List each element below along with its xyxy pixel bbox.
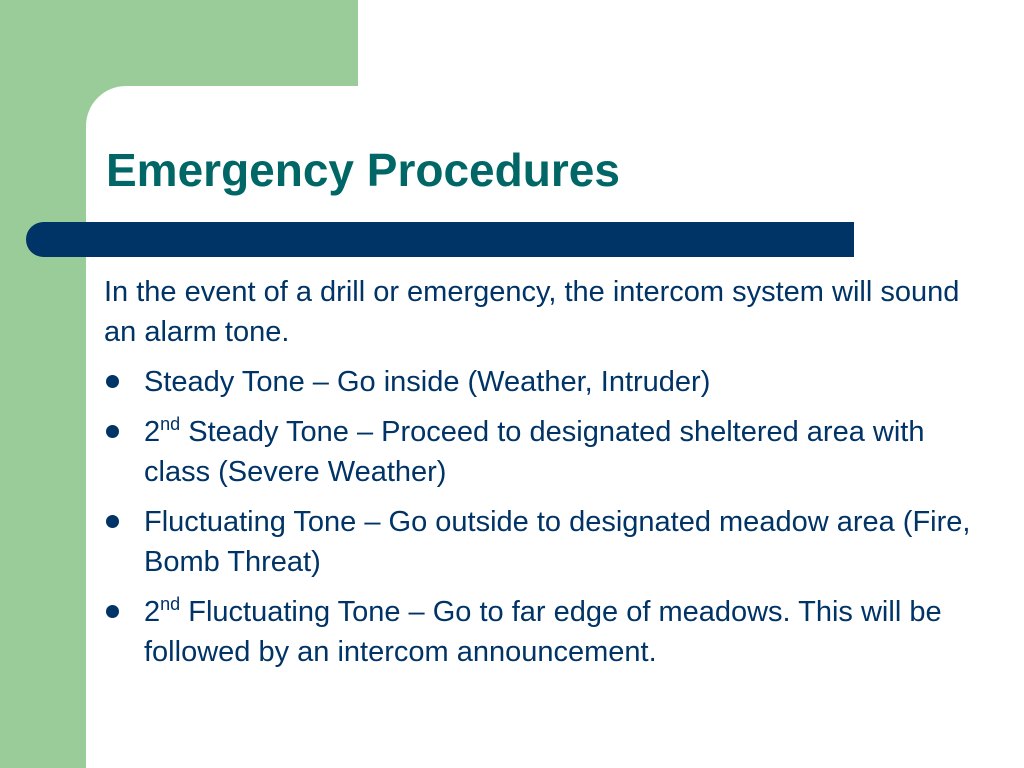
bullet-prefix: 2 [144, 596, 161, 628]
bullet-item-second-steady-tone [104, 412, 984, 492]
bullet-text: Steady Tone – Go inside (Weather, Intruder) [144, 366, 711, 398]
bullet-superscript: nd [160, 414, 181, 434]
bullet-dot-icon [106, 605, 119, 618]
bullet-item-fluctuating-tone [104, 502, 984, 582]
bullet-item-steady-tone [104, 362, 984, 402]
title-underline-bar [26, 222, 854, 257]
slide-title: Emergency Procedures [106, 144, 620, 196]
bullet-text: Fluctuating Tone – Go to far edge of meadows. This will be followed by an intercom announcement. [144, 596, 942, 668]
bullet-dot-icon [106, 425, 119, 438]
bullet-text: Fluctuating Tone – Go outside to designated meadow area (Fire, Bomb Threat) [144, 506, 971, 578]
bullet-prefix: 2 [144, 416, 161, 448]
slide-body [104, 272, 984, 682]
bullet-superscript: nd [160, 594, 181, 614]
bullet-item-second-fluctuating-tone [104, 592, 984, 672]
intro-text: In the event of a drill or emergency, the intercom system will sound an alarm tone. [104, 276, 960, 348]
bullet-dot-icon [106, 375, 119, 388]
bullet-text: Steady Tone – Proceed to designated sheltered area with class (Severe Weather) [144, 416, 925, 488]
bullet-list [104, 362, 984, 672]
bullet-dot-icon [106, 515, 119, 528]
